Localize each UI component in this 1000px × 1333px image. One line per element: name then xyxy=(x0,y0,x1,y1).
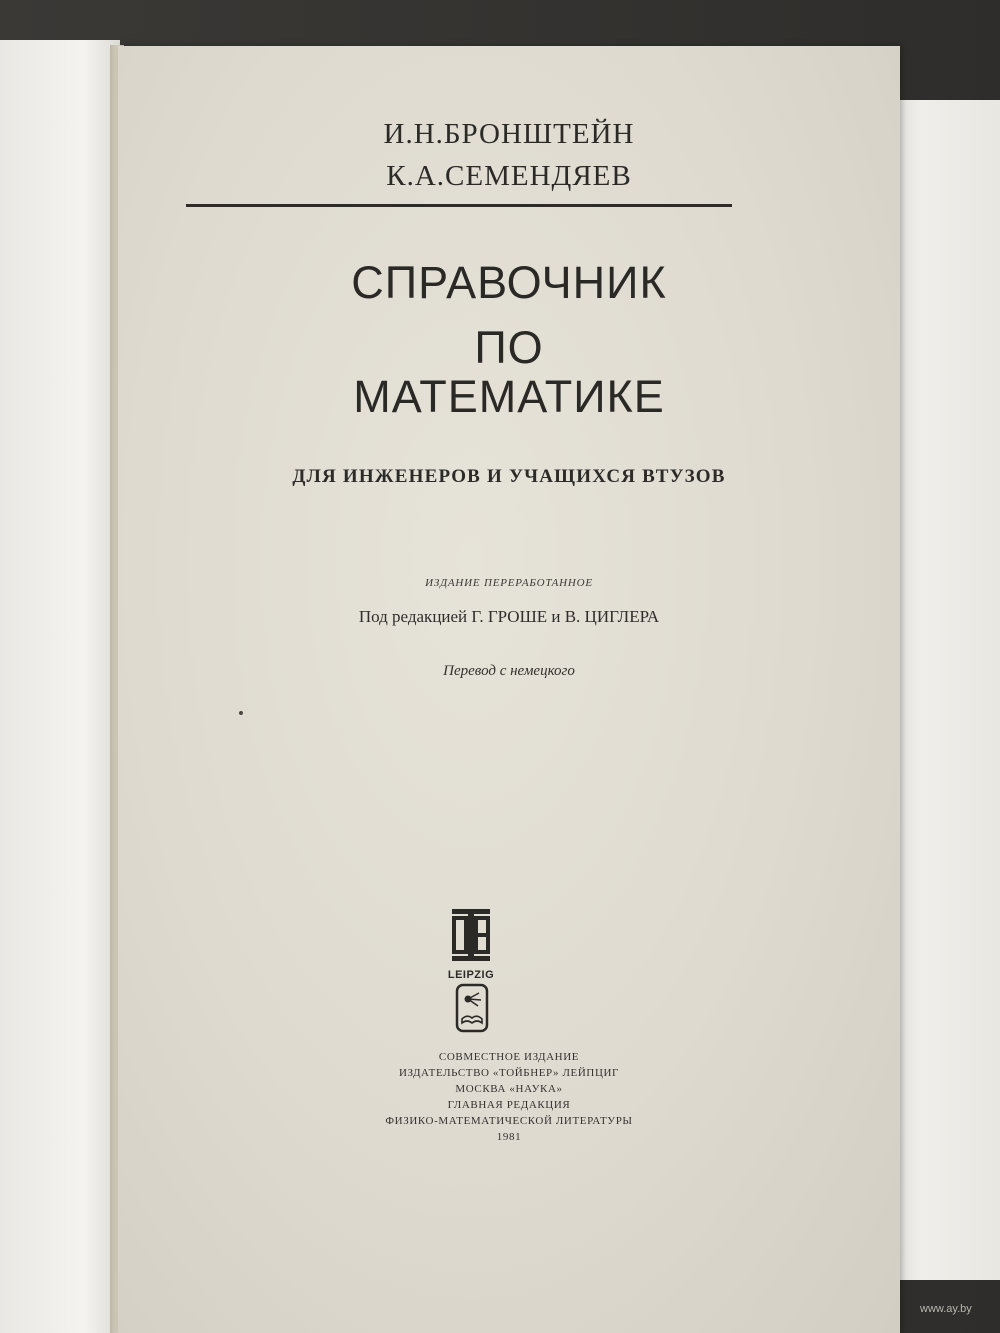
subtitle: ДЛЯ ИНЖЕНЕРОВ И УЧАЩИХСЯ ВТУЗОВ xyxy=(292,466,726,487)
translation-note: Перевод с немецкого xyxy=(443,663,575,679)
ink-speck xyxy=(239,711,243,715)
imprint-line-4: ГЛАВНАЯ РЕДАКЦИЯ xyxy=(447,1099,571,1111)
logo-caption: LEIPZIG xyxy=(447,969,495,981)
imprint-line-1: СОВМЕСТНОЕ ИЗДАНИЕ xyxy=(438,1051,580,1063)
imprint-line-5: ФИЗИКО-МАТЕМАТИЧЕСКОЙ ЛИТЕРАТУРЫ xyxy=(385,1115,633,1127)
divider-rule xyxy=(186,204,732,207)
teubner-logo-icon xyxy=(451,908,491,962)
left-facing-page xyxy=(0,40,120,1333)
editors-line: Под редакцией Г. ГРОШЕ и В. ЦИГЛЕРА xyxy=(358,607,660,626)
edition-note: ИЗДАНИЕ ПЕРЕРАБОТАННОЕ xyxy=(425,577,593,589)
watermark: www.ay.by xyxy=(920,1303,972,1315)
title-line-2: ПО xyxy=(474,322,544,373)
nauka-logo xyxy=(455,983,489,1038)
title-line-3: МАТЕМАТИКЕ xyxy=(353,371,665,422)
title-line-1: СПРАВОЧНИК xyxy=(351,257,667,308)
imprint-line-2: ИЗДАТЕЛЬСТВО «ТОЙБНЕР» ЛЕЙПЦИГ xyxy=(398,1067,620,1079)
title-page xyxy=(118,46,900,1333)
teubner-logo xyxy=(445,908,497,981)
author-1: И.Н.БРОНШТЕЙН xyxy=(383,118,635,150)
nauka-emblem-icon xyxy=(455,983,489,1033)
imprint-line-3: МОСКВА «НАУКА» xyxy=(455,1083,563,1095)
author-2: К.А.СЕМЕНДЯЕВ xyxy=(386,160,632,192)
imprint-year: 1981 xyxy=(496,1131,522,1143)
